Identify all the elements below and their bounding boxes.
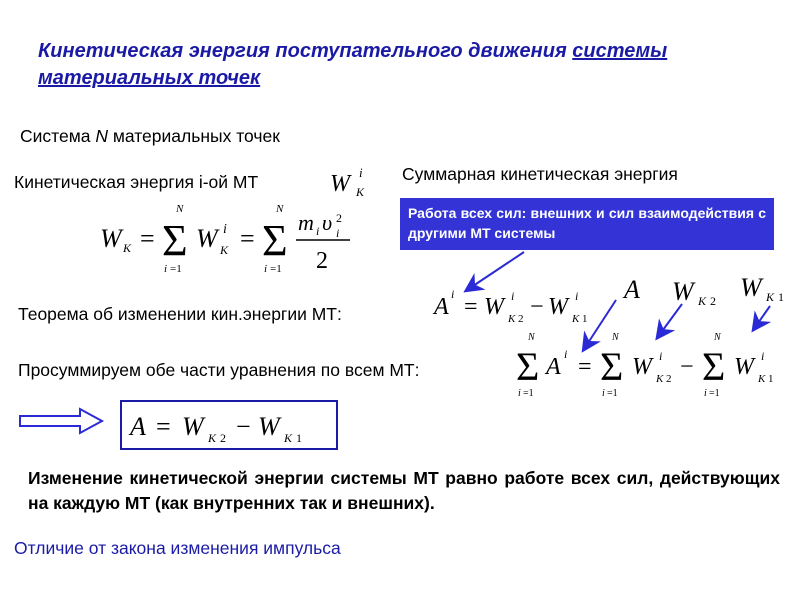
- svg-text:i: i: [451, 287, 455, 301]
- formula-sum: [516, 330, 792, 404]
- svg-text:A: A: [546, 354, 561, 380]
- svg-text:W: W: [484, 294, 504, 320]
- svg-text:1: 1: [296, 431, 302, 445]
- svg-text:1: 1: [768, 373, 774, 385]
- svg-text:Σ: Σ: [600, 344, 624, 389]
- svg-text:W: W: [100, 224, 122, 253]
- svg-text:=1: =1: [607, 388, 618, 399]
- svg-text:2: 2: [220, 431, 226, 445]
- svg-text:A: A: [130, 412, 146, 441]
- svg-text:W: W: [196, 224, 218, 253]
- svg-text:K: K: [572, 313, 580, 325]
- svg-text:K: K: [208, 431, 217, 445]
- svg-text:i: i: [511, 289, 515, 303]
- svg-text:m: m: [298, 210, 314, 235]
- svg-text:υ: υ: [322, 210, 333, 235]
- svg-text:A: A: [434, 294, 449, 320]
- svg-text:=1: =1: [709, 388, 720, 399]
- svg-text:2: 2: [316, 248, 328, 274]
- svg-text:Σ: Σ: [702, 344, 726, 389]
- svg-text:i: i: [575, 289, 579, 303]
- svg-text:K: K: [508, 313, 516, 325]
- svg-text:2: 2: [518, 313, 524, 325]
- svg-text:−: −: [530, 294, 544, 320]
- implies-arrow-icon: [18, 406, 106, 436]
- svg-text:Σ: Σ: [162, 216, 188, 265]
- svg-text:=1: =1: [170, 263, 182, 275]
- svg-text:i: i: [659, 349, 663, 363]
- svg-text:N: N: [528, 332, 535, 343]
- svg-text:1: 1: [778, 290, 784, 304]
- svg-text:i: i: [264, 263, 268, 275]
- theorem-label: Теорема об изменении кин.энергии МТ:: [18, 304, 342, 324]
- svg-text:i: i: [164, 263, 168, 275]
- svg-text:N: N: [612, 332, 619, 343]
- ke-i-label: Кинетическая энергия i-ой МТ: [14, 172, 259, 192]
- total-ke-label: Суммарная кинетическая энергия: [402, 164, 678, 184]
- svg-text:W: W: [182, 412, 204, 441]
- svg-text:=1: =1: [270, 263, 282, 275]
- svg-text:K: K: [758, 373, 766, 385]
- formula-result: [126, 404, 334, 446]
- svg-text:K: K: [356, 185, 365, 199]
- svg-text:−: −: [236, 412, 251, 441]
- sum-both-label: Просуммируем обе части уравнения по всем МТ:: [18, 360, 420, 380]
- svg-text:W: W: [330, 171, 350, 197]
- svg-text:i: i: [704, 388, 707, 399]
- svg-text:Σ: Σ: [516, 344, 540, 389]
- work-all-forces-note: Работа всех сил: внешних и сил взаимодействия с другими МТ системы: [400, 198, 774, 250]
- title-part1: Кинетическая энергия поступательного движения: [38, 40, 573, 62]
- svg-text:i: i: [602, 388, 605, 399]
- svg-text:Σ: Σ: [262, 216, 288, 265]
- system-suffix: материальных точек: [107, 126, 280, 146]
- svg-text:K: K: [284, 431, 293, 445]
- svg-text:i: i: [761, 349, 765, 363]
- svg-text:=: =: [464, 294, 478, 320]
- svg-text:N: N: [276, 203, 284, 215]
- svg-text:W: W: [258, 412, 280, 441]
- svg-text:i: i: [336, 226, 340, 240]
- conclusion-text: Изменение кинетической энергии системы МТ равно работе всех сил, действующих на каждую МТ (как внутренних так и внешних).: [28, 468, 780, 513]
- svg-text:W: W: [548, 294, 568, 320]
- svg-text:K: K: [220, 243, 229, 257]
- system-prefix: Система: [20, 126, 96, 146]
- svg-text:N: N: [714, 332, 721, 343]
- svg-text:K: K: [123, 241, 132, 255]
- svg-text:2: 2: [666, 373, 672, 385]
- svg-text:W: W: [672, 277, 694, 306]
- svg-text:A: A: [624, 275, 640, 304]
- svg-text:K: K: [766, 290, 775, 304]
- title-part3: материальных точек: [38, 67, 261, 89]
- arrow-to-ai: [470, 252, 524, 288]
- svg-text:i: i: [223, 222, 227, 237]
- svg-text:−: −: [680, 354, 694, 380]
- svg-text:N: N: [176, 203, 184, 215]
- svg-text:K: K: [656, 373, 664, 385]
- svg-text:W: W: [740, 273, 762, 302]
- svg-text:=: =: [156, 412, 171, 441]
- svg-text:K: K: [698, 294, 707, 308]
- svg-text:i: i: [564, 347, 568, 361]
- svg-text:=: =: [578, 354, 592, 380]
- system-var: N: [95, 126, 108, 146]
- svg-text:=: =: [140, 224, 155, 253]
- svg-text:W: W: [632, 354, 652, 380]
- svg-text:i: i: [316, 224, 320, 238]
- svg-text:=: =: [240, 224, 255, 253]
- title-part2: системы: [572, 40, 668, 62]
- svg-text:i: i: [359, 165, 363, 180]
- arrow-to-wk1: [756, 306, 770, 326]
- svg-text:2: 2: [710, 294, 716, 308]
- svg-text:W: W: [734, 354, 754, 380]
- svg-text:i: i: [518, 388, 521, 399]
- momentum-difference-text: Отличие от закона изменения импульса: [14, 538, 341, 558]
- svg-text:2: 2: [336, 211, 342, 225]
- svg-text:1: 1: [582, 313, 588, 325]
- svg-text:=1: =1: [523, 388, 534, 399]
